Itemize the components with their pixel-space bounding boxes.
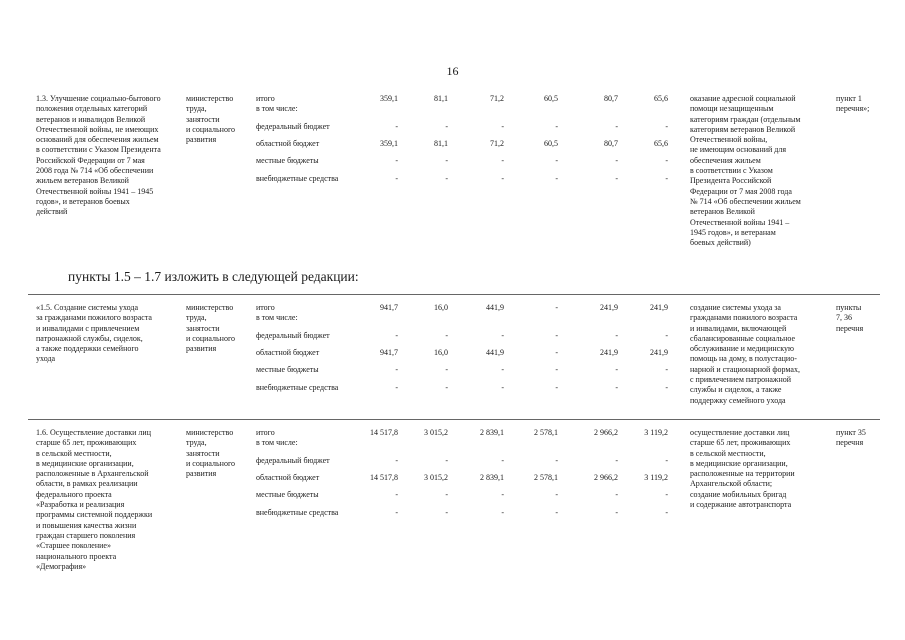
value-cell: - bbox=[665, 383, 668, 392]
value-cell: 2 578,1 bbox=[534, 473, 558, 482]
value-cell: - bbox=[615, 331, 618, 340]
value-cell: 65,6 bbox=[654, 94, 668, 103]
page-number: 16 bbox=[446, 64, 459, 78]
value-cell: - bbox=[445, 331, 448, 340]
value-cell: - bbox=[501, 174, 504, 183]
value-cell: - bbox=[665, 490, 668, 499]
value-cell: - bbox=[555, 156, 558, 165]
value-cell: 3 015,2 bbox=[424, 473, 448, 482]
funding-source: местные бюджеты bbox=[256, 156, 319, 165]
section-result: создание системы ухода за гражданами пожилого возраста и инвалидами, включающей сбалансированные социальное обслуживание и медицинскую помощь на дому, в полустацио- нарной и стационарной формах, с привлечением патронажной службы и сиделок, а также поддержку семейного ухода bbox=[690, 303, 800, 405]
value-cell: - bbox=[395, 122, 398, 131]
value-cell: 16,0 bbox=[434, 348, 448, 357]
value-cell: - bbox=[395, 456, 398, 465]
value-cell: - bbox=[665, 456, 668, 465]
value-cell: - bbox=[395, 383, 398, 392]
value-cell: 441,9 bbox=[486, 348, 504, 357]
value-cell: 2 578,1 bbox=[534, 428, 558, 437]
value-cell: - bbox=[615, 365, 618, 374]
value-cell: - bbox=[395, 331, 398, 340]
value-cell: 241,9 bbox=[600, 348, 618, 357]
section-description: 1.6. Осуществление доставки лиц старше 65 лет, проживающих в сельской местности, в медицинские организации, расположенные в Архангельской области, в рамках реализации федерального проекта «Разработка и реализация программы системной поддержки и повышения качества жизни граждан старшего поколения «Старшее поколение» национального проекта «Демография» bbox=[36, 428, 153, 571]
value-cell: 2 839,1 bbox=[480, 428, 504, 437]
value-cell: - bbox=[445, 174, 448, 183]
value-cell: 941,7 bbox=[380, 348, 398, 357]
value-cell: - bbox=[395, 490, 398, 499]
funding-source: областной бюджет bbox=[256, 348, 320, 357]
value-cell: 241,9 bbox=[650, 303, 668, 312]
value-cell: 80,7 bbox=[604, 139, 618, 148]
value-cell: - bbox=[501, 365, 504, 374]
section-executor: министерство труда, занятости и социального развития bbox=[186, 428, 236, 479]
value-cell: - bbox=[395, 365, 398, 374]
value-cell: - bbox=[665, 156, 668, 165]
value-cell: - bbox=[501, 490, 504, 499]
value-cell: 241,9 bbox=[650, 348, 668, 357]
value-cell: 941,7 bbox=[380, 303, 398, 312]
funding-source: местные бюджеты bbox=[256, 490, 319, 499]
value-cell: - bbox=[501, 456, 504, 465]
value-cell: - bbox=[445, 383, 448, 392]
value-cell: - bbox=[555, 365, 558, 374]
funding-source: областной бюджет bbox=[256, 473, 320, 482]
value-cell: - bbox=[501, 508, 504, 517]
funding-source: федеральный бюджет bbox=[256, 456, 330, 465]
section-executor: министерство труда, занятости и социального развития bbox=[186, 94, 236, 145]
value-cell: - bbox=[395, 174, 398, 183]
value-cell: 71,2 bbox=[490, 139, 504, 148]
funding-source: федеральный бюджет bbox=[256, 331, 330, 340]
value-cell: 2 966,2 bbox=[594, 428, 618, 437]
value-cell: - bbox=[555, 174, 558, 183]
value-cell: - bbox=[555, 331, 558, 340]
value-cell: 14 517,8 bbox=[370, 428, 398, 437]
value-cell: 3 119,2 bbox=[644, 473, 668, 482]
value-cell: - bbox=[501, 331, 504, 340]
value-cell: - bbox=[445, 122, 448, 131]
funding-source: итого в том числе: bbox=[256, 94, 298, 114]
value-cell: - bbox=[615, 174, 618, 183]
value-cell: - bbox=[445, 508, 448, 517]
funding-source: итого в том числе: bbox=[256, 428, 298, 448]
value-cell: - bbox=[555, 122, 558, 131]
value-cell: - bbox=[555, 456, 558, 465]
section-description: 1.3. Улучшение социально-бытового положения отдельных категорий ветеранов и инвалидов Великой Отечественной войны, не имеющих оснований для обеспечения жильем в соответствии с Указом Президента Российской Федерации от 7 мая 2008 года № 714 «Об обеспечении жильем ветеранов Великой Отечественной войны 1941 – 1945 годов», и ветеранов боевых действий bbox=[36, 94, 161, 217]
value-cell: - bbox=[501, 383, 504, 392]
value-cell: - bbox=[555, 490, 558, 499]
value-cell: - bbox=[555, 303, 558, 312]
value-cell: - bbox=[615, 383, 618, 392]
value-cell: 441,9 bbox=[486, 303, 504, 312]
value-cell: - bbox=[445, 365, 448, 374]
value-cell: 65,6 bbox=[654, 139, 668, 148]
value-cell: 60,5 bbox=[544, 94, 558, 103]
funding-source: областной бюджет bbox=[256, 139, 320, 148]
value-cell: - bbox=[395, 156, 398, 165]
value-cell: - bbox=[615, 456, 618, 465]
value-cell: 80,7 bbox=[604, 94, 618, 103]
value-cell: 241,9 bbox=[600, 303, 618, 312]
divider bbox=[28, 294, 880, 295]
value-cell: - bbox=[555, 508, 558, 517]
funding-source: местные бюджеты bbox=[256, 365, 319, 374]
value-cell: 16,0 bbox=[434, 303, 448, 312]
funding-source: внебюджетные средства bbox=[256, 383, 339, 392]
section-reference: пункты 7, 36 перечня bbox=[836, 303, 864, 333]
value-cell: 2 966,2 bbox=[594, 473, 618, 482]
section-result: оказание адресной социальной помощи незащищенным категориям граждан (отдельным категориям ветеранов Великой Отечественной войны, не имеющим оснований для обеспечения жильем в соответствии с Указом Президента Российской Федерации от 7 мая 2008 года № 714 «Об обеспечении жильем ветеранов Великой Отечественной войны 1941 – 1945 годов», и ветеранам боевых действий) bbox=[690, 94, 801, 248]
value-cell: - bbox=[665, 174, 668, 183]
value-cell: - bbox=[445, 490, 448, 499]
value-cell: 60,5 bbox=[544, 139, 558, 148]
value-cell: - bbox=[555, 348, 558, 357]
section-reference: пункт 1 перечня»; bbox=[836, 94, 870, 114]
funding-source: внебюджетные средства bbox=[256, 508, 339, 517]
funding-source: итого в том числе: bbox=[256, 303, 298, 323]
value-cell: 359,1 bbox=[380, 94, 398, 103]
value-cell: 3 015,2 bbox=[424, 428, 448, 437]
value-cell: 81,1 bbox=[434, 139, 448, 148]
value-cell: - bbox=[615, 122, 618, 131]
value-cell: - bbox=[615, 490, 618, 499]
funding-source: федеральный бюджет bbox=[256, 122, 330, 131]
divider bbox=[28, 419, 880, 420]
section-result: осуществление доставки лиц старше 65 лет, проживающих в сельской местности, в медицинские организации, расположенные на территории Архангельской области; создание мобильных бригад и содержание автотранспорта bbox=[690, 428, 795, 510]
value-cell: 71,2 bbox=[490, 94, 504, 103]
value-cell: 359,1 bbox=[380, 139, 398, 148]
value-cell: - bbox=[665, 508, 668, 517]
value-cell: - bbox=[501, 156, 504, 165]
value-cell: - bbox=[615, 508, 618, 517]
value-cell: - bbox=[501, 122, 504, 131]
value-cell: 3 119,2 bbox=[644, 428, 668, 437]
value-cell: - bbox=[395, 508, 398, 517]
section-description: «1.5. Создание системы ухода за гражданами пожилого возраста и инвалидами с привлечением патронажной службы, сиделок, а также поддержки семейного ухода bbox=[36, 303, 152, 364]
value-cell: - bbox=[445, 156, 448, 165]
value-cell: 14 517,8 bbox=[370, 473, 398, 482]
value-cell: - bbox=[615, 156, 618, 165]
section-executor: министерство труда, занятости и социального развития bbox=[186, 303, 236, 354]
value-cell: 2 839,1 bbox=[480, 473, 504, 482]
value-cell: - bbox=[665, 122, 668, 131]
value-cell: - bbox=[445, 456, 448, 465]
amendment-heading: пункты 1.5 – 1.7 изложить в следующей редакции: bbox=[68, 269, 359, 284]
value-cell: - bbox=[665, 331, 668, 340]
value-cell: 81,1 bbox=[434, 94, 448, 103]
value-cell: - bbox=[665, 365, 668, 374]
funding-source: внебюджетные средства bbox=[256, 174, 339, 183]
section-reference: пункт 35 перечня bbox=[836, 428, 866, 448]
value-cell: - bbox=[555, 383, 558, 392]
